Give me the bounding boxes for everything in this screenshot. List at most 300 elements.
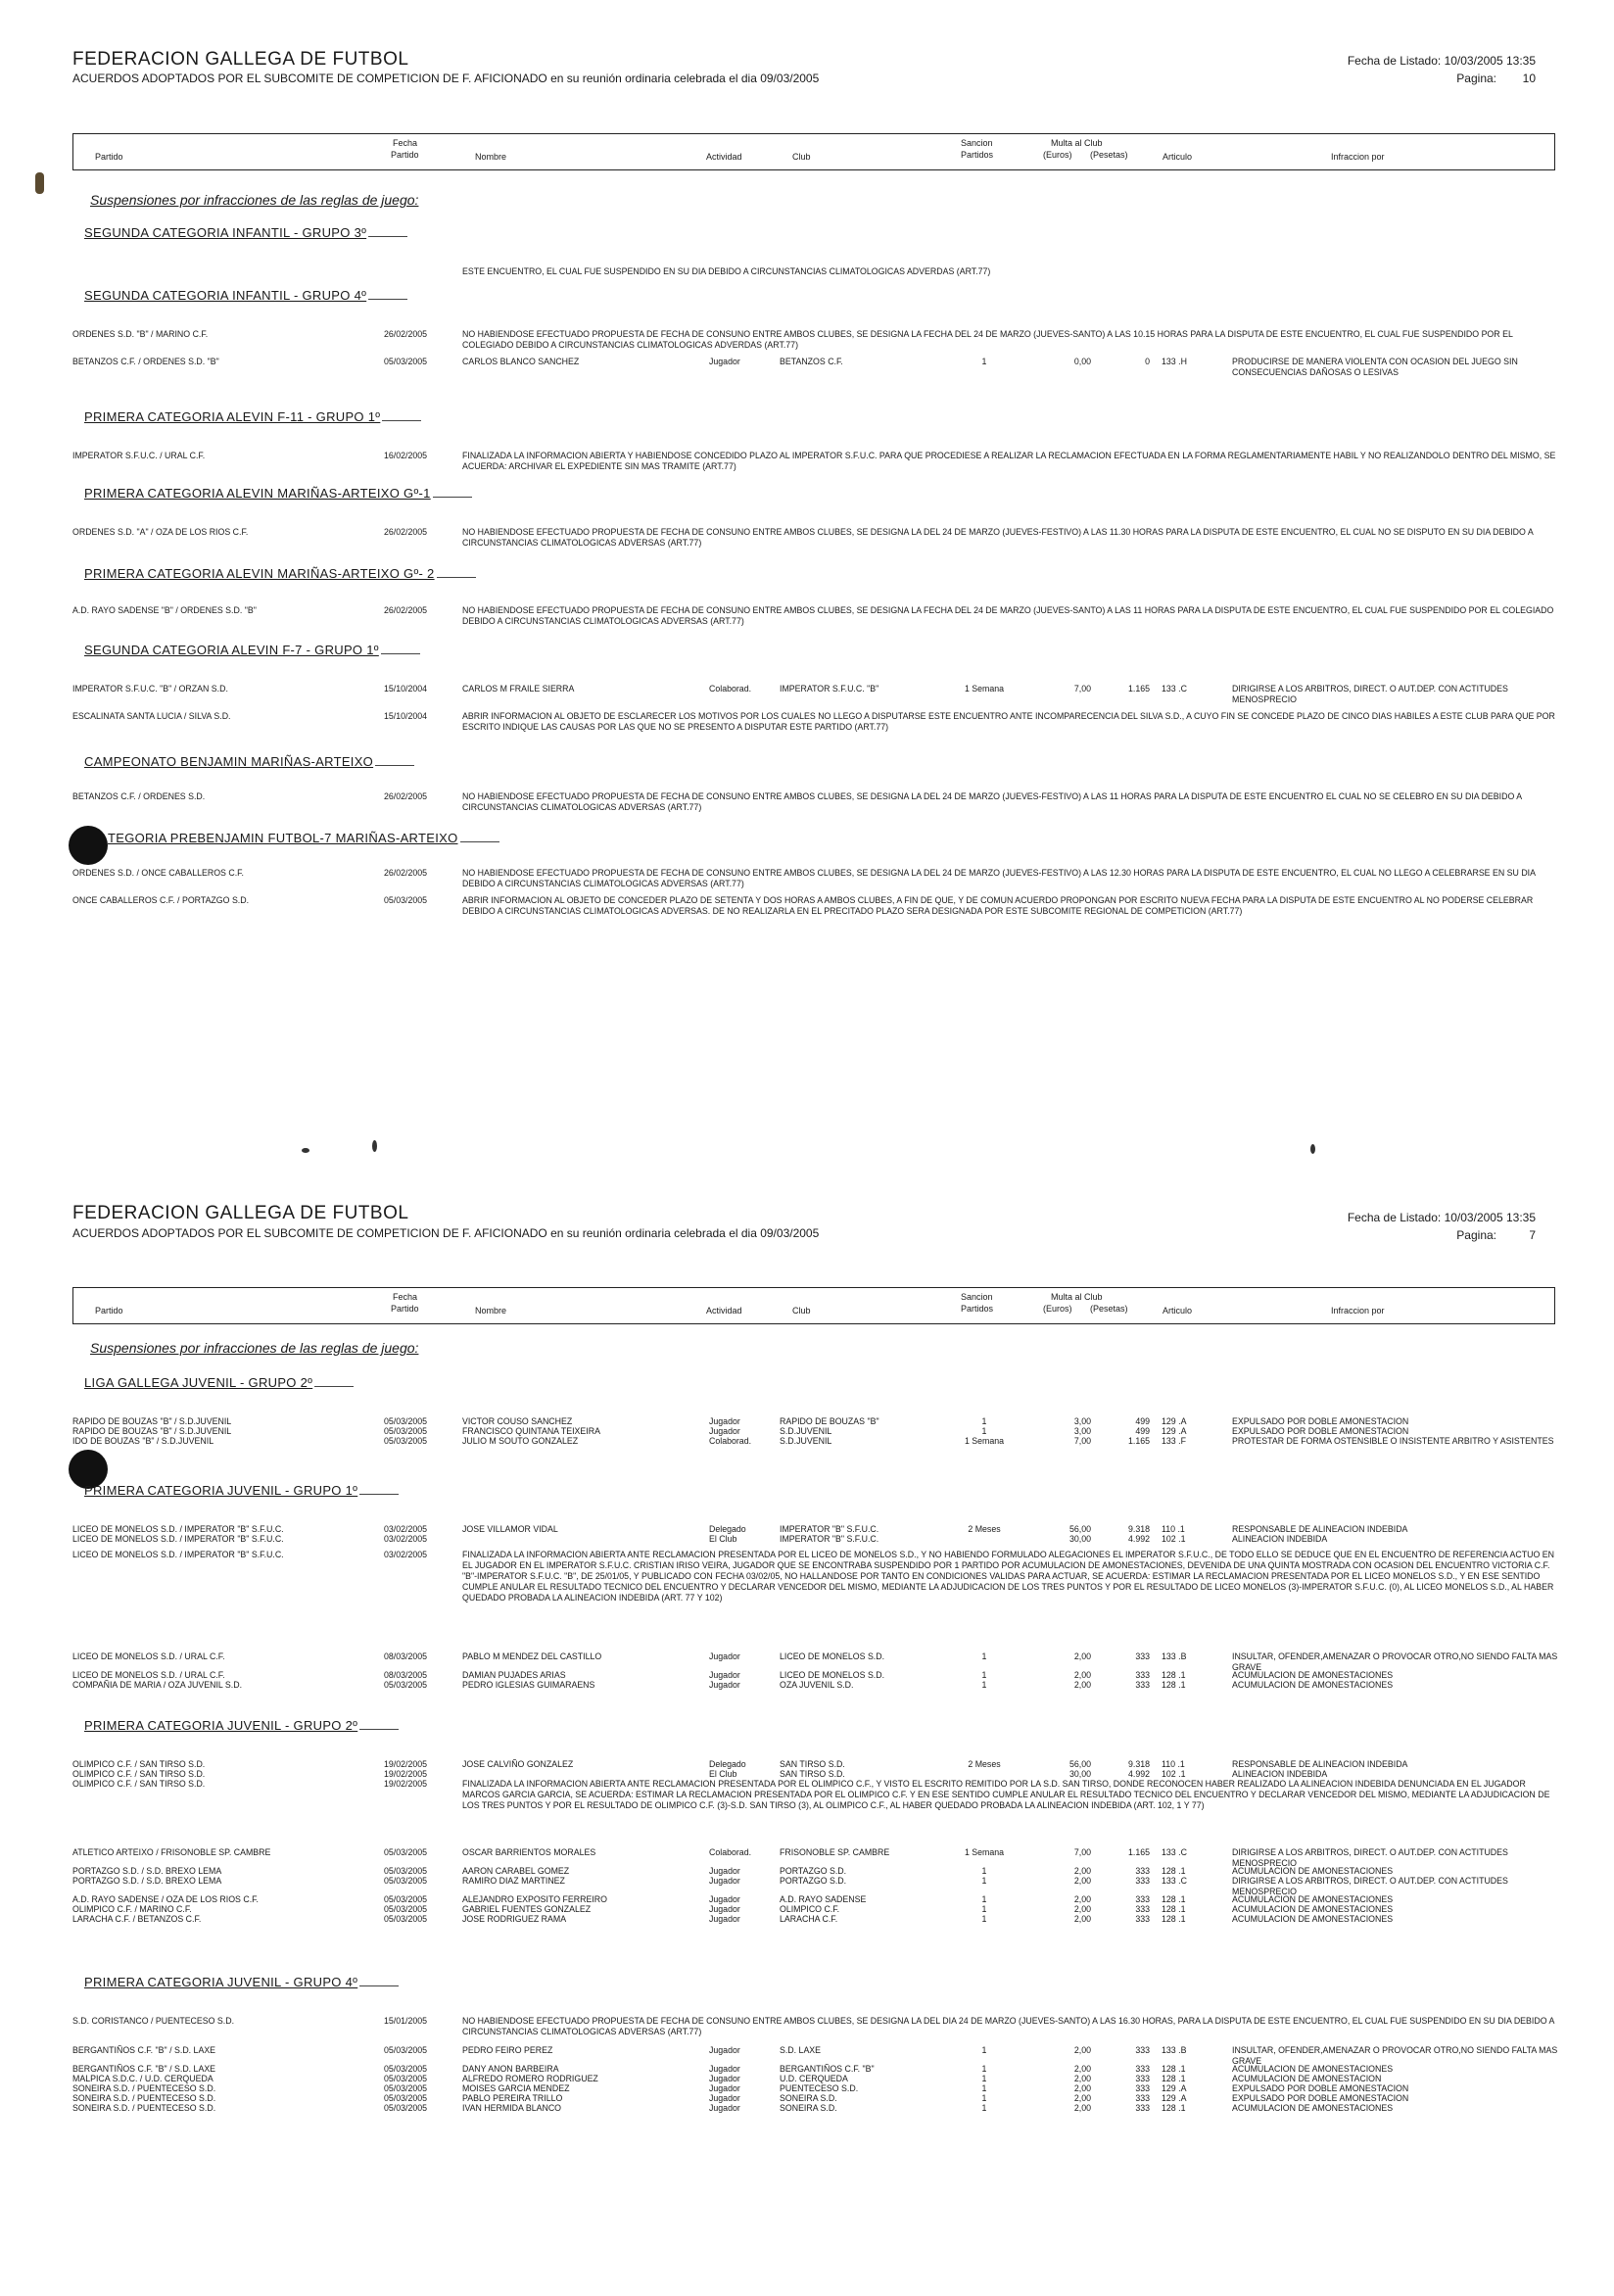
match: PORTAZGO S.D. / S.D. BREXO LEMA — [72, 1866, 222, 1876]
infraction: PROTESTAR DE FORMA OSTENSIBLE O INSISTENTE ARBITRO Y ASISTENTES — [1232, 1436, 1554, 1446]
fine-pesetas: 333 — [1135, 1866, 1150, 1876]
person-name: FRANCISCO QUINTANA TEIXEIRA — [462, 1426, 600, 1436]
fine-euros: 56,00 — [1068, 1759, 1091, 1769]
match-date: 19/02/2005 — [384, 1769, 428, 1779]
activity: Jugador — [709, 1894, 740, 1904]
match: LARACHA C.F. / BETANZOS C.F. — [72, 1914, 202, 1924]
fine-euros: 2,00 — [1073, 2074, 1091, 2083]
subtitle: ACUERDOS ADOPTADOS POR EL SUBCOMITE DE COMPETICION DE F. AFICIONADO en su reunión ordinaria celebrada el dia 09/03/2005 — [72, 72, 820, 85]
sanction: 1 Semana — [964, 1436, 1005, 1446]
activity: Jugador — [709, 1866, 740, 1876]
fine-pesetas: 1.165 — [1127, 1847, 1150, 1857]
match-date: 05/03/2005 — [384, 1847, 428, 1857]
article: 110 .1 — [1162, 1759, 1185, 1769]
fine-pesetas: 333 — [1135, 1894, 1150, 1904]
match-date: 05/03/2005 — [384, 1914, 428, 1924]
fine-euros: 30,00 — [1068, 1769, 1091, 1779]
match-date: 05/03/2005 — [384, 1866, 428, 1876]
activity: Jugador — [709, 1680, 740, 1690]
club: S.D.JUVENIL — [780, 1436, 832, 1446]
col-club: Club — [792, 1306, 811, 1315]
section-heading: LIGA GALLEGA JUVENIL - GRUPO 2º — [84, 1375, 354, 1390]
article: 129 .A — [1162, 2093, 1187, 2103]
person-name: ALEJANDRO EXPOSITO FERREIRO — [462, 1894, 607, 1904]
ink-blot — [69, 826, 108, 865]
infraction: ALINEACION INDEBIDA — [1232, 1534, 1328, 1544]
fine-euros: 2,00 — [1073, 2083, 1091, 2093]
match: OLIMPICO C.F. / MARINO C.F. — [72, 1904, 192, 1914]
article: 128 .1 — [1162, 1680, 1186, 1690]
agreement-text: NO HABIENDOSE EFECTUADO PROPUESTA DE FECHA DE CONSUNO ENTRE AMBOS CLUBES, SE DESIGNA LA DEL 24 DE MARZO (JUEVES-FESTIVO) A LAS 11 HORAS PARA LA DISPUTA DE ESTE ENCUENTRO EL CUAL NO SE CELEBRO EN SU DIA DEBIDO A CIRCUNSTANCIAS CLIMATOLOGICAS ADVERSAS (ART.77) — [462, 791, 1522, 812]
suspensiones-heading: Suspensiones por infracciones de las reglas de juego: — [90, 192, 419, 208]
agreement-text: ESTE ENCUENTRO, EL CUAL FUE SUSPENDIDO EN SU DIA DEBIDO A CIRCUNSTANCIAS CLIMATOLOGICAS ADVERDAS (ART.77) — [462, 266, 991, 276]
match-date: 26/02/2005 — [384, 791, 428, 801]
infraction: ACUMULACION DE AMONESTACIONES — [1232, 2064, 1394, 2074]
fine-euros: 2,00 — [1073, 2093, 1091, 2103]
match-date: 26/02/2005 — [384, 868, 428, 878]
person-name: JOSE VILLAMOR VIDAL — [462, 1524, 558, 1534]
article: 133 .B — [1162, 2045, 1187, 2055]
article: 102 .1 — [1162, 1769, 1186, 1779]
match: LICEO DE MONELOS S.D. / IMPERATOR "B" S.F.U.C. — [72, 1534, 284, 1544]
match: LICEO DE MONELOS S.D. / IMPERATOR "B" S.F.U.C. — [72, 1550, 284, 1559]
person-name: ALFREDO ROMERO RODRIGUEZ — [462, 2074, 598, 2083]
section-heading: PRIMERA CATEGORIA ALEVIN F-11 - GRUPO 1º — [84, 409, 421, 424]
match-date: 15/01/2005 — [384, 2016, 428, 2026]
sanction: 1 Semana — [964, 1847, 1005, 1857]
fine-pesetas: 333 — [1135, 1904, 1150, 1914]
fine-euros: 30,00 — [1068, 1534, 1091, 1544]
infraction: ACUMULACION DE AMONESTACIONES — [1232, 2103, 1394, 2113]
match-date: 05/03/2005 — [384, 2074, 428, 2083]
col-pesetas: (Pesetas) — [1090, 1304, 1128, 1314]
infraction: EXPULSADO POR DOBLE AMONESTACION — [1232, 2093, 1409, 2103]
fine-pesetas: 333 — [1135, 1680, 1150, 1690]
activity: Jugador — [709, 2064, 740, 2074]
article: 128 .1 — [1162, 2074, 1186, 2083]
match: OLIMPICO C.F. / SAN TIRSO S.D. — [72, 1779, 206, 1789]
sanction: 1 — [981, 1894, 987, 1904]
scan-speck — [302, 1148, 309, 1153]
article: 128 .1 — [1162, 1894, 1186, 1904]
match: OLIMPICO C.F. / SAN TIRSO S.D. — [72, 1769, 206, 1779]
col-club: Club — [792, 152, 811, 162]
fine-pesetas: 333 — [1135, 2064, 1150, 2074]
fine-pesetas: 0 — [1145, 357, 1150, 366]
club: IMPERATOR "B" S.F.U.C. — [780, 1534, 879, 1544]
match-date: 26/02/2005 — [384, 329, 428, 339]
col-sancion: Sancion — [961, 1292, 993, 1302]
col-partido: Partido — [95, 152, 123, 162]
section-heading: CAMPEONATO BENJAMIN MARIÑAS-ARTEIXO — [84, 754, 414, 769]
match: ORDENES S.D. / ONCE CABALLEROS C.F. — [72, 868, 245, 878]
infraction: RESPONSABLE DE ALINEACION INDEBIDA — [1232, 1524, 1408, 1534]
fine-pesetas: 333 — [1135, 2103, 1150, 2113]
infraction: EXPULSADO POR DOBLE AMONESTACION — [1232, 1426, 1409, 1436]
subtitle: ACUERDOS ADOPTADOS POR EL SUBCOMITE DE COMPETICION DE F. AFICIONADO en su reunión ordinaria celebrada el dia 09/03/2005 — [72, 1226, 820, 1240]
sanction: 1 — [981, 1426, 987, 1436]
sanction: 1 — [981, 357, 987, 366]
sanction: 1 — [981, 1876, 987, 1886]
fine-euros: 0,00 — [1073, 357, 1091, 366]
club: IMPERATOR S.F.U.C. "B" — [780, 684, 879, 694]
club: U.D. CERQUEDA — [780, 2074, 848, 2083]
match-date: 05/03/2005 — [384, 2103, 428, 2113]
suspensiones-heading: Suspensiones por infracciones de las reglas de juego: — [90, 1340, 419, 1356]
sanction: 1 — [981, 1680, 987, 1690]
fecha-listado: Fecha de Listado: 10/03/2005 13:35 — [1347, 1211, 1536, 1224]
scan-speck — [35, 172, 44, 194]
col-sancion-partidos: Partidos — [961, 150, 994, 160]
agreement-text: FINALIZADA LA INFORMACION ABIERTA Y HABIENDOSE CONCEDIDO PLAZO AL IMPERATOR S.F.U.C. PARA QUE PROCEDIESE A REALIZAR LA RECLAMACION EFECTUADA EN LA FORMA REGLAMENTARIAMENTE HABIL Y NO REALIZANDOLO DENTRO DEL MISMO, SE ACUERDA: ARCHIVAR EL EXPEDIENTE SIN MAS TRAMITE (ART.77) — [462, 451, 1556, 471]
sanction: 1 Semana — [964, 684, 1005, 694]
sanction: 1 — [981, 2064, 987, 2074]
club: LICEO DE MONELOS S.D. — [780, 1670, 885, 1680]
match-date: 05/03/2005 — [384, 2064, 428, 2074]
person-name: JULIO M SOUTO GONZALEZ — [462, 1436, 579, 1446]
match-date: 05/03/2005 — [384, 2093, 428, 2103]
fecha-listado: Fecha de Listado: 10/03/2005 13:35 — [1347, 54, 1536, 68]
activity: Jugador — [709, 1670, 740, 1680]
col-nombre: Nombre — [475, 152, 507, 162]
col-fecha: Fecha — [393, 1292, 418, 1302]
match-date: 26/02/2005 — [384, 605, 428, 615]
article: 129 .A — [1162, 1416, 1187, 1426]
article: 102 .1 — [1162, 1534, 1186, 1544]
infraction: INSULTAR, OFENDER,AMENAZAR O PROVOCAR OTRO,NO SIENDO FALTA MAS GRAVE — [1232, 2045, 1558, 2066]
fine-pesetas: 499 — [1135, 1416, 1150, 1426]
fine-euros: 2,00 — [1073, 1866, 1091, 1876]
col-partido: Partido — [95, 1306, 123, 1315]
match-date: 05/03/2005 — [384, 357, 428, 366]
match: SONEIRA S.D. / PUENTECESO S.D. — [72, 2103, 216, 2113]
match-date: 26/02/2005 — [384, 527, 428, 537]
person-name: PABLO M MENDEZ DEL CASTILLO — [462, 1651, 602, 1661]
infraction: INSULTAR, OFENDER,AMENAZAR O PROVOCAR OTRO,NO SIENDO FALTA MAS GRAVE — [1232, 1651, 1558, 1672]
match-date: 19/02/2005 — [384, 1759, 428, 1769]
fine-euros: 7,00 — [1073, 684, 1091, 694]
col-multa: Multa al Club — [1051, 1292, 1103, 1302]
article: 128 .1 — [1162, 1670, 1186, 1680]
person-name: PABLO PEREIRA TRILLO — [462, 2093, 563, 2103]
col-actividad: Actividad — [706, 152, 742, 162]
fine-pesetas: 499 — [1135, 1426, 1150, 1436]
fine-euros: 2,00 — [1073, 1904, 1091, 1914]
agreement-text: FINALIZADA LA INFORMACION ABIERTA ANTE RECLAMACION PRESENTADA POR EL LICEO DE MONELOS S.D., Y NO HABIENDO FORMULADO ALEGACIONES EL IMPERATOR S.F.U.C., DE TODO ELLO SE DEDUCE QUE EN EL ENCUENTRO DE REFERENCIA ACTUO EN EL JUGADOR EN EL IMPERATOR S.F.U.C. CRISTIAN IRISO VEIRA, JUGADOR QUE SE ENCONTRABA SUSPENDIDO POR 1 PARTIDO POR ACUMULACION DE AMONESTACIONES, DEVENIDA DE UNA QUINTA MOSTRADA CON OCASION DEL ENCUENTRO VICTORIA C.F. "B"-IMPERATOR S.F.U.C. "B", DE 25/01/05, Y PUBLICADO CON FECHA 03/02/05, NO HALLANDOSE POR TANTO EN CONDICIONES VALIDAS PARA ACTUAR, SE ACUERDA: ESTIMAR LA RECLAMACION PRESENTADA POR EL LICEO MONELOS S.D., Y EN ESE SENTIDO CUMPLE ANULAR EL RESULTADO TECNICO DEL ENCUENTRO Y DECLARAR VENCEDOR DEL MISMO, MEDIANTE LA ADJUDICACION DE LOS TRES PUNTOS Y POR EL RESULTADO DE LICEO MONELOS (3)-IMPERATOR S.F.U.C. (0), AL LICEO MONELOS S.D., AL HABER QUEDADO PROBADA LA ALINEACION INDEBIDA (ART. 77 Y 102) — [462, 1550, 1555, 1602]
section-heading: SEGUNDA CATEGORIA INFANTIL - GRUPO 4º — [84, 288, 407, 303]
match-date: 03/02/2005 — [384, 1534, 428, 1544]
club: LICEO DE MONELOS S.D. — [780, 1651, 885, 1661]
activity: Jugador — [709, 1914, 740, 1924]
fine-pesetas: 1.165 — [1127, 1436, 1150, 1446]
fine-pesetas: 333 — [1135, 1914, 1150, 1924]
fine-euros: 7,00 — [1073, 1436, 1091, 1446]
match: OLIMPICO C.F. / SAN TIRSO S.D. — [72, 1759, 206, 1769]
fine-pesetas: 333 — [1135, 2083, 1150, 2093]
section-heading: PRIMERA CATEGORIA ALEVIN MARIÑAS-ARTEIXO Gº-1 — [84, 486, 472, 501]
activity: Delegado — [709, 1524, 746, 1534]
match: RAPIDO DE BOUZAS "B" / S.D.JUVENIL — [72, 1426, 232, 1436]
section-heading: PRIMERA CATEGORIA ALEVIN MARIÑAS-ARTEIXO Gº- 2 — [84, 566, 476, 581]
person-name: PEDRO FEIRO PEREZ — [462, 2045, 553, 2055]
club: S.D. LAXE — [780, 2045, 822, 2055]
article: 110 .1 — [1162, 1524, 1185, 1534]
club: SONEIRA S.D. — [780, 2103, 837, 2113]
match-date: 05/03/2005 — [384, 1894, 428, 1904]
person-name: CARLOS BLANCO SANCHEZ — [462, 357, 580, 366]
activity: Jugador — [709, 2074, 740, 2083]
club: PORTAZGO S.D. — [780, 1876, 847, 1886]
match: LICEO DE MONELOS S.D. / URAL C.F. — [72, 1651, 225, 1661]
fine-pesetas: 333 — [1135, 2074, 1150, 2083]
match: IMPERATOR S.F.U.C. / URAL C.F. — [72, 451, 206, 460]
match: ATLETICO ARTEIXO / FRISONOBLE SP. CAMBRE — [72, 1847, 271, 1857]
infraction: ACUMULACION DE AMONESTACIONES — [1232, 1680, 1394, 1690]
fine-euros: 2,00 — [1073, 2045, 1091, 2055]
match: COMPAÑIA DE MARIA / OZA JUVENIL S.D. — [72, 1680, 243, 1690]
fine-pesetas: 9.318 — [1127, 1524, 1150, 1534]
club: PORTAZGO S.D. — [780, 1866, 847, 1876]
activity: Jugador — [709, 1426, 740, 1436]
person-name: CARLOS M FRAILE SIERRA — [462, 684, 575, 694]
fine-euros: 3,00 — [1073, 1426, 1091, 1436]
club: BERGANTIÑOS C.F. "B" — [780, 2064, 875, 2074]
fine-pesetas: 9.318 — [1127, 1759, 1150, 1769]
infraction: RESPONSABLE DE ALINEACION INDEBIDA — [1232, 1759, 1408, 1769]
agreement-text: NO HABIENDOSE EFECTUADO PROPUESTA DE FECHA DE CONSUNO ENTRE AMBOS CLUBES, SE DESIGNA LA DEL 24 DE MARZO (JUEVES-FESTIVO) A LAS 11.30 HORAS PARA LA DISPUTA DE ESTE ENCUENTRO, EL CUAL NO SE DISPUTO EN SU DIA DEBIDO A CIRCUNSTANCIAS CLIMATOLOGICAS ADVERSAS (ART.77) — [462, 527, 1534, 548]
col-pesetas: (Pesetas) — [1090, 150, 1128, 160]
match: PORTAZGO S.D. / S.D. BREXO LEMA — [72, 1876, 222, 1886]
article: 133 .B — [1162, 1651, 1187, 1661]
club: LARACHA C.F. — [780, 1914, 838, 1924]
match-date: 05/03/2005 — [384, 895, 428, 905]
agreement-text: ABRIR INFORMACION AL OBJETO DE CONCEDER PLAZO DE SETENTA Y DOS HORAS A AMBOS CLUBES, A FIN DE QUE, Y DE COMUN ACUERDO PROPONGAN POR ESCRITO NUEVA FECHA PARA LA DISPUTA DE ESTE ENCUENTRO AL NO PODERSE CELEBRAR DEBIDO A CIRCUNSTANCIAS CLIMATOLOGICAS ADVERSAS. DE NO REALIZARLA EN EL PRECITADO PLAZO SERA DESIGNADA POR ESTE SUBCOMITE REGIONAL DE COMPETICION (ART.77) — [462, 895, 1534, 916]
match-date: 05/03/2005 — [384, 1416, 428, 1426]
pagina — [1456, 1228, 1536, 1242]
col-euros: (Euros) — [1043, 1304, 1072, 1314]
col-fecha-partido: Partido — [391, 150, 419, 160]
club: PUENTECESO S.D. — [780, 2083, 859, 2093]
match-date: 05/03/2005 — [384, 2083, 428, 2093]
fine-pesetas: 4.992 — [1127, 1769, 1150, 1779]
sanction: 1 — [981, 1651, 987, 1661]
org-title: FEDERACION GALLEGA DE FUTBOL — [72, 1203, 409, 1223]
fine-euros: 2,00 — [1073, 1670, 1091, 1680]
sanction: 1 — [981, 2074, 987, 2083]
fine-pesetas: 1.165 — [1127, 684, 1150, 694]
match-date: 05/03/2005 — [384, 1680, 428, 1690]
activity: Jugador — [709, 1904, 740, 1914]
section-heading: PRIMERA CATEGORIA JUVENIL - GRUPO 2º — [84, 1718, 399, 1733]
match: MALPICA S.D.C. / U.D. CERQUEDA — [72, 2074, 214, 2083]
club: OZA JUVENIL S.D. — [780, 1680, 854, 1690]
pagina-label: Pagina: — [1456, 1228, 1496, 1242]
activity: Jugador — [709, 1876, 740, 1886]
infraction: DIRIGIRSE A LOS ARBITROS, DIRECT. O AUT.DEP. CON ACTITUDES MENOSPRECIO — [1232, 684, 1508, 704]
activity: Colaborad. — [709, 1847, 752, 1857]
person-name: JOSE CALVIÑO GONZALEZ — [462, 1759, 574, 1769]
person-name: VICTOR COUSO SANCHEZ — [462, 1416, 573, 1426]
match-date: 19/02/2005 — [384, 1779, 428, 1789]
section-heading: TEGORIA PREBENJAMIN FUTBOL-7 MARIÑAS-ARTEIXO — [108, 831, 499, 845]
sanction: 1 — [981, 2045, 987, 2055]
match: SONEIRA S.D. / PUENTECESO S.D. — [72, 2083, 216, 2093]
infraction: ACUMULACION DE AMONESTACIONES — [1232, 1914, 1394, 1924]
match: A.D. RAYO SADENSE / OZA DE LOS RIOS C.F. — [72, 1894, 259, 1904]
col-articulo: Articulo — [1163, 1306, 1193, 1315]
activity: Jugador — [709, 1416, 740, 1426]
club: OLIMPICO C.F. — [780, 1904, 840, 1914]
person-name: RAMIRO DIAZ MARTINEZ — [462, 1876, 565, 1886]
pagina-number: 7 — [1529, 1228, 1536, 1242]
col-sancion: Sancion — [961, 138, 993, 148]
article: 133 .C — [1162, 684, 1187, 694]
match-date: 08/03/2005 — [384, 1670, 428, 1680]
section-heading: PRIMERA CATEGORIA JUVENIL - GRUPO 1º — [84, 1483, 399, 1498]
person-name: IVAN HERMIDA BLANCO — [462, 2103, 562, 2113]
person-name: MOISES GARCIA MENDEZ — [462, 2083, 570, 2093]
sanction: 1 — [981, 1866, 987, 1876]
match: ORDENES S.D. "A" / OZA DE LOS RIOS C.F. — [72, 527, 249, 537]
person-name: JOSE RODRIGUEZ RAMA — [462, 1914, 567, 1924]
fine-euros: 2,00 — [1073, 2103, 1091, 2113]
col-fecha-partido: Partido — [391, 1304, 419, 1314]
activity: El Club — [709, 1534, 737, 1544]
activity: Jugador — [709, 1651, 740, 1661]
article: 128 .1 — [1162, 1914, 1186, 1924]
club: S.D.JUVENIL — [780, 1426, 832, 1436]
activity: Colaborad. — [709, 684, 752, 694]
infraction: PRODUCIRSE DE MANERA VIOLENTA CON OCASION DEL JUEGO SIN CONSECUENCIAS DAÑOSAS O LESIVAS — [1232, 357, 1518, 377]
activity: Jugador — [709, 2083, 740, 2093]
article: 129 .A — [1162, 2083, 1187, 2093]
sanction: 2 Meses — [968, 1759, 1001, 1769]
fine-pesetas: 333 — [1135, 1876, 1150, 1886]
agreement-text: ABRIR INFORMACION AL OBJETO DE ESCLARECER LOS MOTIVOS POR LOS CUALES NO LLEGO A DISPUTARSE ESTE ENCUENTRO ANTE INCOMPARECENCIA DEL SILVA S.D., A CUYO FIN SE CONCEDE PLAZO DE CINCO DIAS HABILES A ESTE CLUB PARA QUE POR ESCRITO INDIQUE LAS CAUSAS POR LAS QUE NO SE PRESENTO A DISPUTAR ESTE PARTIDO (ART.77) — [462, 711, 1555, 732]
match-date: 05/03/2005 — [384, 1426, 428, 1436]
match: ONCE CABALLEROS C.F. / PORTAZGO S.D. — [72, 895, 250, 905]
col-multa: Multa al Club — [1051, 138, 1103, 148]
fine-euros: 56,00 — [1068, 1524, 1091, 1534]
club: A.D. RAYO SADENSE — [780, 1894, 867, 1904]
match-date: 03/02/2005 — [384, 1524, 428, 1534]
match: LICEO DE MONELOS S.D. / IMPERATOR "B" S.F.U.C. — [72, 1524, 284, 1534]
agreement-text: NO HABIENDOSE EFECTUADO PROPUESTA DE FECHA DE CONSUNO ENTRE AMBOS CLUBES, SE DESIGNA LA FECHA DEL 24 DE MARZO (JUEVES-SANTO) A LAS 10.15 HORAS PARA LA DISPUTA DE ESTE ENCUENTRO, EL CUAL FUE SUSPENDIDO POR EL COLEGIADO DEBIDO A CIRCUNSTANCIAS CLIMATOLOGICAS ADVERDAS (ART.77) — [462, 329, 1513, 350]
col-euros: (Euros) — [1043, 150, 1072, 160]
article: 128 .1 — [1162, 1904, 1186, 1914]
match: SONEIRA S.D. / PUENTECESO S.D. — [72, 2093, 216, 2103]
infraction: ACUMULACION DE AMONESTACIONES — [1232, 1894, 1394, 1904]
fine-euros: 2,00 — [1073, 2064, 1091, 2074]
fine-pesetas: 333 — [1135, 2093, 1150, 2103]
col-fecha: Fecha — [393, 138, 418, 148]
sanction: 1 — [981, 2093, 987, 2103]
match-date: 05/03/2005 — [384, 1876, 428, 1886]
match: BERGANTIÑOS C.F. "B" / S.D. LAXE — [72, 2064, 216, 2074]
pagina-label: Pagina: — [1456, 72, 1496, 85]
infraction: ACUMULACION DE AMONESTACION — [1232, 2074, 1382, 2083]
article: 128 .1 — [1162, 1866, 1186, 1876]
person-name: GABRIEL FUENTES GONZALEZ — [462, 1904, 592, 1914]
column-header — [72, 133, 1555, 170]
fine-pesetas: 333 — [1135, 2045, 1150, 2055]
activity: Jugador — [709, 2045, 740, 2055]
match: IMPERATOR S.F.U.C. "B" / ORZAN S.D. — [72, 684, 228, 694]
match: ESCALINATA SANTA LUCIA / SILVA S.D. — [72, 711, 231, 721]
fine-euros: 2,00 — [1073, 1876, 1091, 1886]
fine-euros: 2,00 — [1073, 1651, 1091, 1661]
match-date: 05/03/2005 — [384, 2045, 428, 2055]
match-date: 16/02/2005 — [384, 451, 428, 460]
activity: Jugador — [709, 357, 740, 366]
club: SAN TIRSO S.D. — [780, 1759, 845, 1769]
infraction: EXPULSADO POR DOBLE AMONESTACION — [1232, 1416, 1409, 1426]
agreement-text: NO HABIENDOSE EFECTUADO PROPUESTA DE FECHA DE CONSUNO ENTRE AMBOS CLUBES, SE DESIGNA LA DEL 24 DE MARZO (JUEVES-FESTIVO) A LAS 12.30 HORAS PARA LA DISPUTA DE ESTE ENCUENTRO, EL CUAL NO LLEGO A CELEBRARSE EN SU DIA DEBIDO A CIRCUNSTANCIAS CLIMATOLOGICAS ADVERSAS (ART.77) — [462, 868, 1536, 888]
fine-pesetas: 4.992 — [1127, 1534, 1150, 1544]
match: LICEO DE MONELOS S.D. / URAL C.F. — [72, 1670, 225, 1680]
match: ORDENES S.D. "B" / MARINO C.F. — [72, 329, 209, 339]
fine-pesetas: 333 — [1135, 1670, 1150, 1680]
match-date: 03/02/2005 — [384, 1550, 428, 1559]
match: RAPIDO DE BOUZAS "B" / S.D.JUVENIL — [72, 1416, 232, 1426]
match-date: 15/10/2004 — [384, 684, 428, 694]
column-header — [72, 1287, 1555, 1324]
sanction: 1 — [981, 1904, 987, 1914]
activity: Jugador — [709, 2093, 740, 2103]
person-name: OSCAR BARRIENTOS MORALES — [462, 1847, 596, 1857]
col-articulo: Articulo — [1163, 152, 1193, 162]
fine-pesetas: 333 — [1135, 1651, 1150, 1661]
pagina — [1456, 72, 1536, 85]
fine-euros: 7,00 — [1073, 1847, 1091, 1857]
agreement-text: FINALIZADA LA INFORMACION ABIERTA ANTE RECLAMACION PRESENTADA POR EL OLIMPICO C.F., Y VISTO EL ESCRITO REMITIDO POR LA S.D. SAN TIRSO, DONDE RECONOCEN HABER REALIZADO LA ALINEACION INDEBIDA DENUNCIADA EN EL JUGADOR MARCOS GARCIA GARCIA, SE ACUERDA: ESTIMAR LA RECLAMACION PRESENTADA POR EL OLIMPICO C.F. Y EN ESE SENTIDO CUMPLE ANULAR EL RESULTADO TECNICO DEL ENCUENTRO Y DECLARAR VENCEDOR DEL MISMO, MEDIANTE LA ADJUDICACION DE LOS TRES PUNTOS Y POR EL RESULTADO DE OLIMPICO C.F. (3)-S.D. SAN TIRSO (3), AL OLIMPICO C.F., AL HABER QUEDADO PROBADA LA ALINEACION INDEBIDA (ART. 102, 1 Y 77) — [462, 1779, 1550, 1810]
org-title: FEDERACION GALLEGA DE FUTBOL — [72, 49, 409, 70]
infraction: ACUMULACION DE AMONESTACIONES — [1232, 1670, 1394, 1680]
club: RAPIDO DE BOUZAS "B" — [780, 1416, 879, 1426]
match: BETANZOS C.F. / ORDENES S.D. — [72, 791, 206, 801]
infraction: DIRIGIRSE A LOS ARBITROS, DIRECT. O AUT.DEP. CON ACTITUDES MENOSPRECIO — [1232, 1876, 1508, 1896]
col-sancion-partidos: Partidos — [961, 1304, 994, 1314]
article: 133 .C — [1162, 1876, 1187, 1886]
col-infraccion: Infraccion por — [1331, 152, 1385, 162]
club: FRISONOBLE SP. CAMBRE — [780, 1847, 890, 1857]
match-date: 15/10/2004 — [384, 711, 428, 721]
match: BERGANTIÑOS C.F. "B" / S.D. LAXE — [72, 2045, 216, 2055]
person-name: PEDRO IGLESIAS GUIMARAENS — [462, 1680, 595, 1690]
col-infraccion: Infraccion por — [1331, 1306, 1385, 1315]
infraction: ALINEACION INDEBIDA — [1232, 1769, 1328, 1779]
person-name: DANY ANON BARBEIRA — [462, 2064, 559, 2074]
section-heading: PRIMERA CATEGORIA JUVENIL - GRUPO 4º — [84, 1975, 399, 1989]
fine-euros: 2,00 — [1073, 1914, 1091, 1924]
article: 128 .1 — [1162, 2103, 1186, 2113]
scan-speck — [1310, 1144, 1315, 1154]
match: BETANZOS C.F. / ORDENES S.D. "B" — [72, 357, 219, 366]
match-date: 08/03/2005 — [384, 1651, 428, 1661]
article: 133 .C — [1162, 1847, 1187, 1857]
article: 129 .A — [1162, 1426, 1187, 1436]
section-heading: SEGUNDA CATEGORIA ALEVIN F-7 - GRUPO 1º — [84, 643, 420, 657]
club: IMPERATOR "B" S.F.U.C. — [780, 1524, 879, 1534]
infraction: DIRIGIRSE A LOS ARBITROS, DIRECT. O AUT.DEP. CON ACTITUDES MENOSPRECIO — [1232, 1847, 1508, 1868]
match: S.D. CORISTANCO / PUENTECESO S.D. — [72, 2016, 235, 2026]
article: 133 .F — [1162, 1436, 1186, 1446]
person-name: AARON CARABEL GOMEZ — [462, 1866, 570, 1876]
sanction: 1 — [981, 1914, 987, 1924]
col-actividad: Actividad — [706, 1306, 742, 1315]
article: 128 .1 — [1162, 2064, 1186, 2074]
infraction: EXPULSADO POR DOBLE AMONESTACION — [1232, 2083, 1409, 2093]
